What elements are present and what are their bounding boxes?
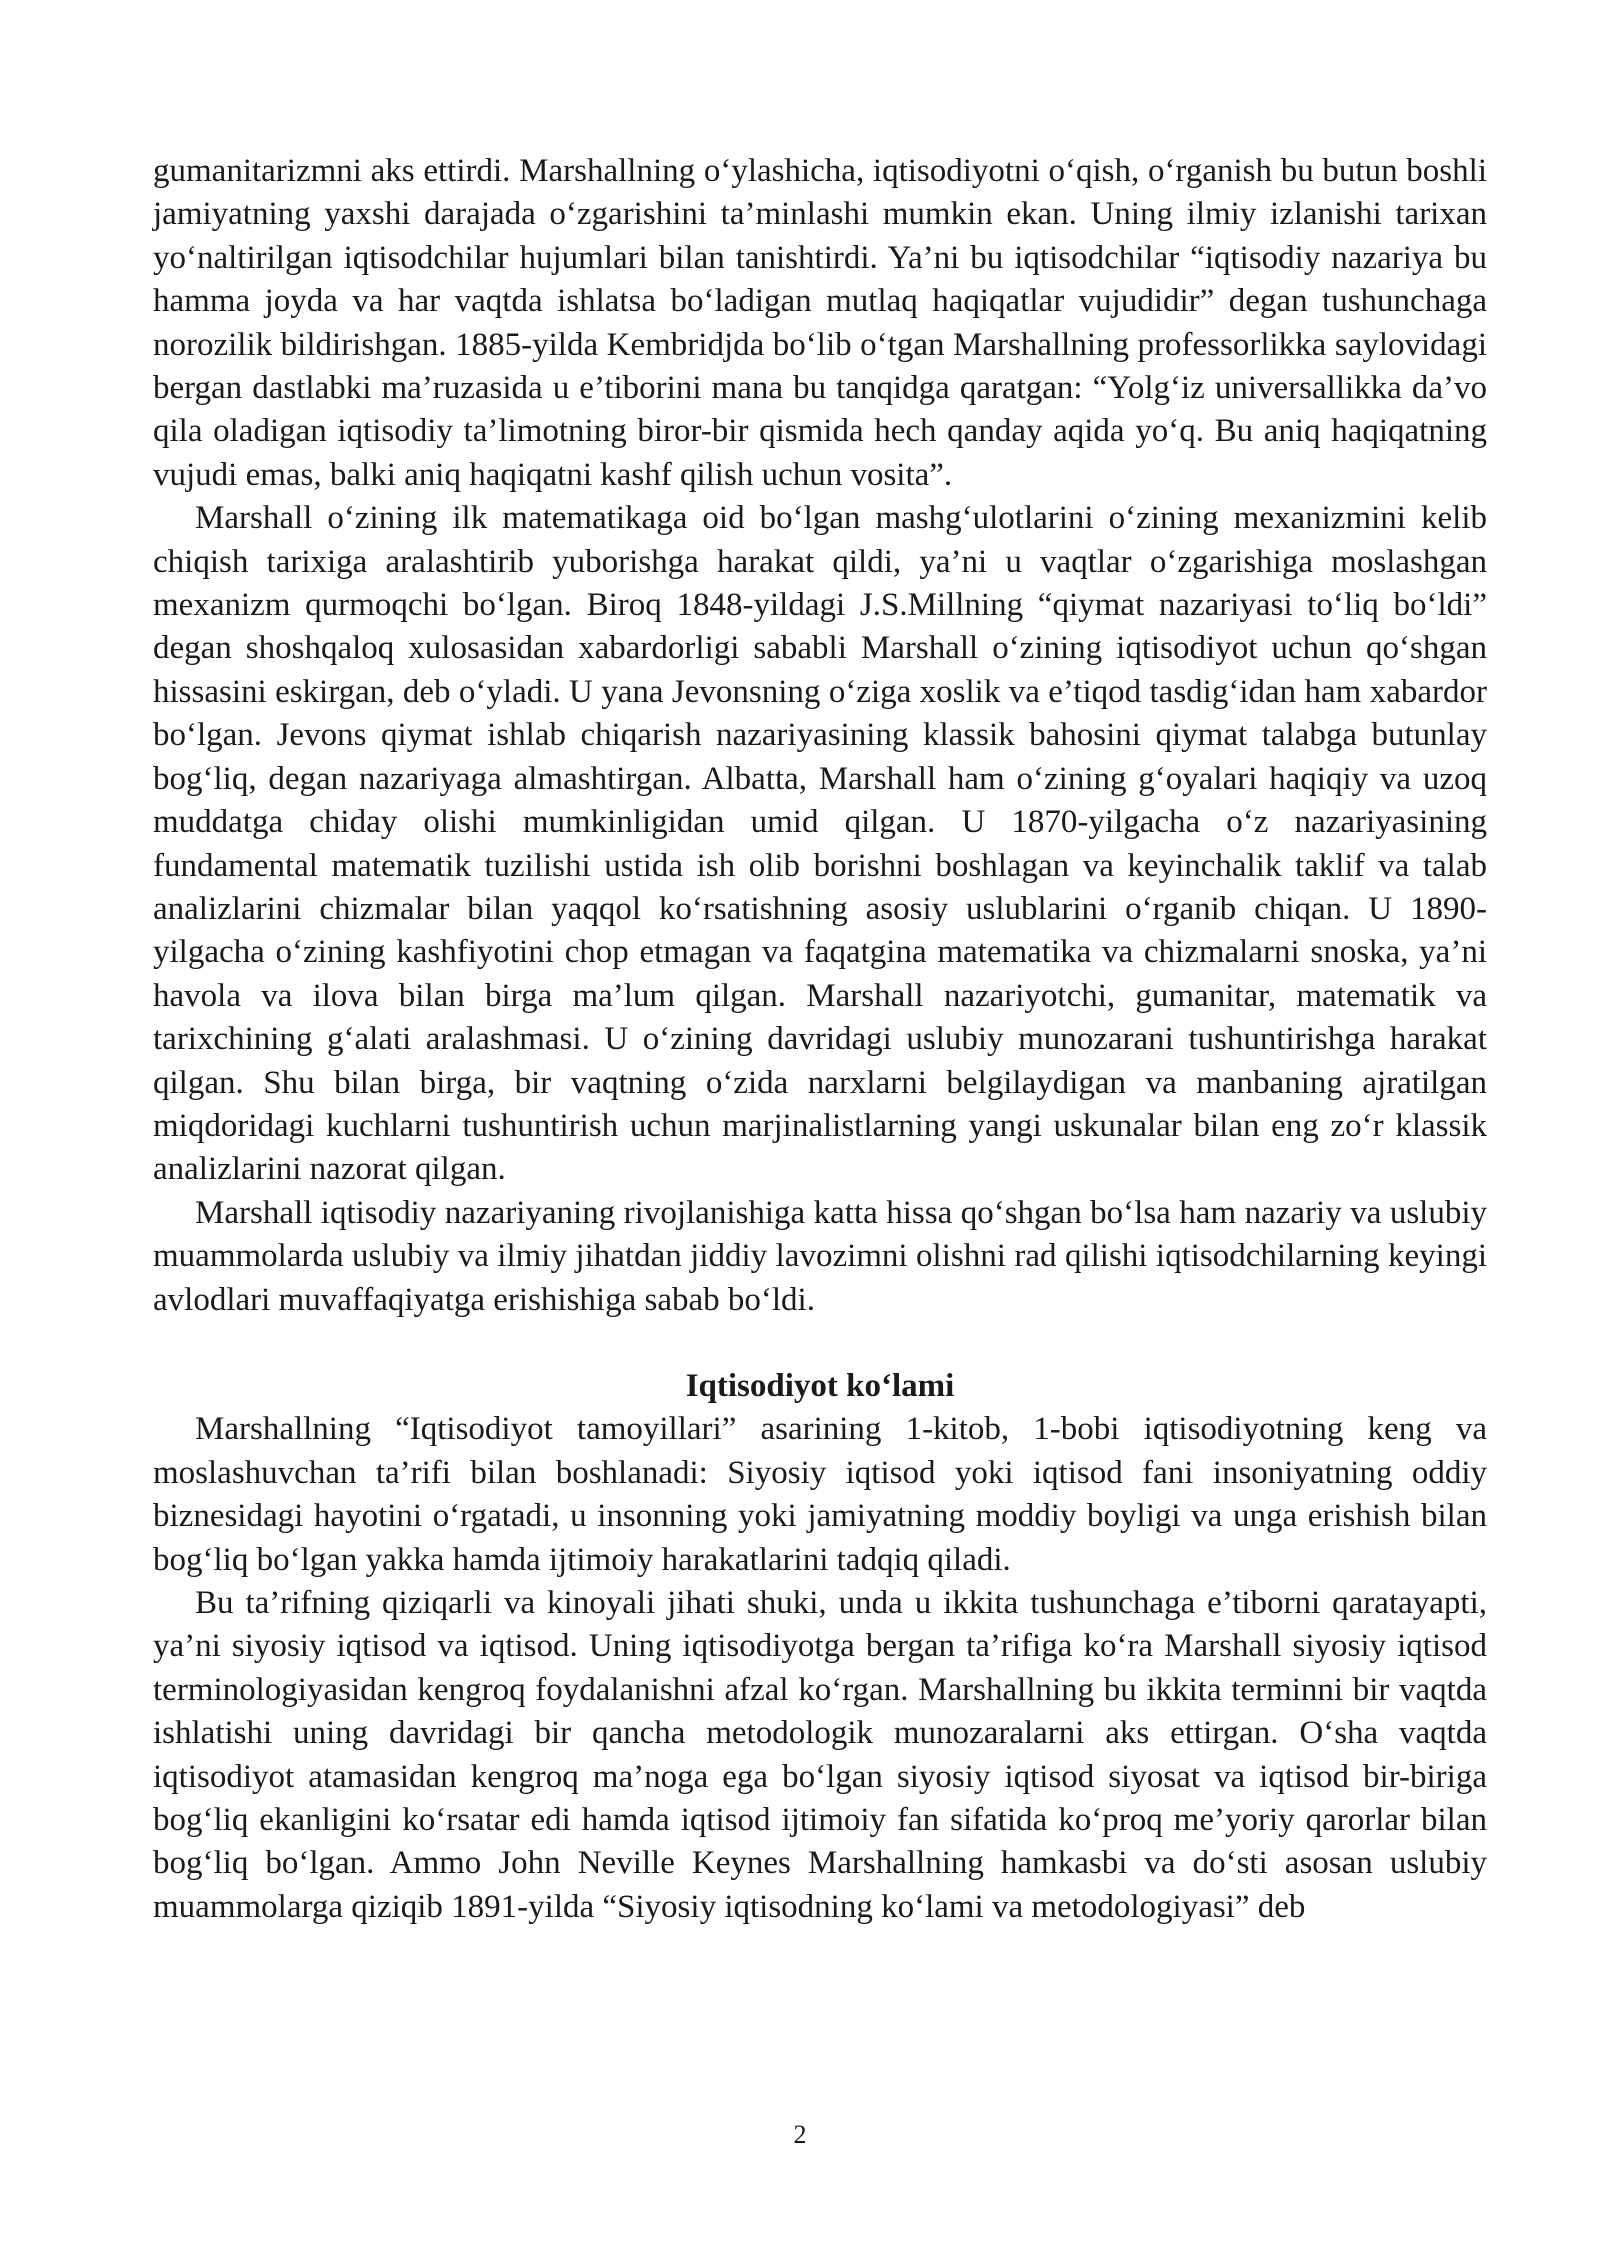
paragraph-marshall-mathematics: Marshall o‘zining ilk matematikaga oid bo‘lgan mashg‘ulotlarini o‘zining mexanizmini kelib chiqish tarixiga aralashtirib yuborishga harakat qildi, ya’ni u vaqtlar o‘zgarishiga moslashgan mexanizm qurmoqchi bo‘lgan. Biroq 1848-yildagi J.S.Millning “qiymat nazariyasi to‘liq bo‘ldi” degan shoshqaloq xulosasidan xabardorligi sababli Marshall o‘zining iqtisodiyot uchun qo‘shgan hissasini eskirgan, deb o‘yladi. U yana Jevonsning o‘ziga xoslik va e’tiqod tasdig‘idan ham xabardor bo‘lgan. Jevons qiymat ishlab chiqarish nazariyasining klassik bahosini qiymat talabga butunlay bog‘liq, degan nazariyaga almashtirgan. Albatta, Marshall ham o‘zining g‘oyalari haqiqiy va uzoq muddatga chiday olishi mumkinligidan umid qilgan. U 1870-yilgacha o‘z nazariyasining fundamental matematik tuzilishi ustida ish olib borishni boshlagan va keyinchalik taklif va talab analizlarini chizmalar bilan yaqqol ko‘rsatishning asosiy uslublarini o‘rganib chiqan. U 1890- yilgacha o‘zining kashfiyotini chop etmagan va faqatgina matematika va chizmalarni snoska, ya’ni havola va ilova bilan birga ma’lum qilgan. Marshall nazariyotchi, gumanitar, matematik va tarixchining g‘alati aralashmasi. U o‘zining davridagi uslubiy munozarani tushuntirishga harakat qilgan. Shu bilan birga, bir vaqtning o‘zida narxlarni belgilaydigan va manbaning ajratilgan miqdoridagi kuchlarni tushuntirish uchun marjinalistlarning yangi uskunalar bilan eng zo‘r klassik analizlarini nazorat qilgan. xyxy=(153,500,1487,1188)
paragraph-political-economy: Bu ta’rifning qiziqarli va kinoyali jihati shuki, unda u ikkita tushunchaga e’tiborni qaratayapti, ya’ni siyosiy iqtisod va iqtisod. Uning iqtisodiyotga bergan ta’rifiga ko‘ra Marshall siyosiy iqtisod terminologiyasidan kengroq foydalanishni afzal ko‘rgan. Marshallning bu ikkita terminni bir vaqtda ishlatishi uning davridagi bir qancha metodologik munozaralarni aks ettirgan. O‘sha vaqtda iqtisodiyot atamasidan kengroq ma’noga ega bo‘lgan siyosiy iqtisod siyosat va iqtisod bir-biriga bog‘liq ekanligini ko‘rsatar edi hamda iqtisod ijtimoiy fan sifatida ko‘proq me’yoriy qarorlar bilan bog‘liq bo‘lgan. Ammo John Neville Keynes Marshallning hamkasbi va do‘sti asosan uslubiy muammolarga qiziqib 1891-yilda “Siyosiy iqtisodning ko‘lami va metodologiyasi” deb xyxy=(153,1585,1487,1925)
paragraph-marshall-contribution: Marshall iqtisodiy nazariyaning rivojlanishiga katta hissa qo‘shgan bo‘lsa ham nazariy va uslubiy muammolarda uslubiy va ilmiy jihatdan jiddiy lavozimni olishni rad qilishi iqtisodchilarning keyingi avlodlari muvaffaqiyatga erishishiga sabab bo‘ldi. xyxy=(153,1194,1487,1318)
document-page xyxy=(153,150,1487,1929)
section-heading: Iqtisodiyot ko‘lami xyxy=(685,1367,955,1404)
paragraph-principles-definition: Marshallning “Iqtisodiyot tamoyillari” asarining 1-kitob, 1-bobi iqtisodiyotning keng va moslashuvchan ta’rifi bilan boshlanadi: Siyosiy iqtisod yoki iqtisod fani insoniyatning oddiy biznesidagi hayotini o‘rgatadi, u insonning yoki jamiyatning moddiy boyligi va unga erishish bilan bog‘liq bo‘lgan yakka hamda ijtimoiy harakatlarini tadqiq qiladi. xyxy=(153,1411,1487,1578)
paragraph-intro: gumanitarizmni aks ettirdi. Marshallning o‘ylashicha, iqtisodiyotni o‘qish, o‘rganish bu butun boshli jamiyatning yaxshi darajada o‘zgarishini ta’minlashi mumkin ekan. Uning ilmiy izlanishi tarixan yo‘naltirilgan iqtisodchilar hujumlari bilan tanishtirdi. Ya’ni bu iqtisodchilar “iqtisodiy nazariya bu hamma joyda va har vaqtda ishlatsa bo‘ladigan mutlaq haqiqatlar vujudidir” degan tushunchaga norozilik bildirishgan. 1885-yilda Kembridjda bo‘lib o‘tgan Marshallning professorlikka saylovidagi bergan dastlabki ma’ruzasida u e’tiborini mana bu tanqidga qaratgan: “Yolg‘iz universallikka da’vo qila oladigan iqtisodiy ta’limotning biror-bir qismida hech qanday aqida yo‘q. Bu aniq haqiqatning vujudi emas, balki aniq haqiqatni kashf qilish uchun vosita”. xyxy=(153,153,1487,493)
page-number: 2 xyxy=(793,2120,807,2149)
